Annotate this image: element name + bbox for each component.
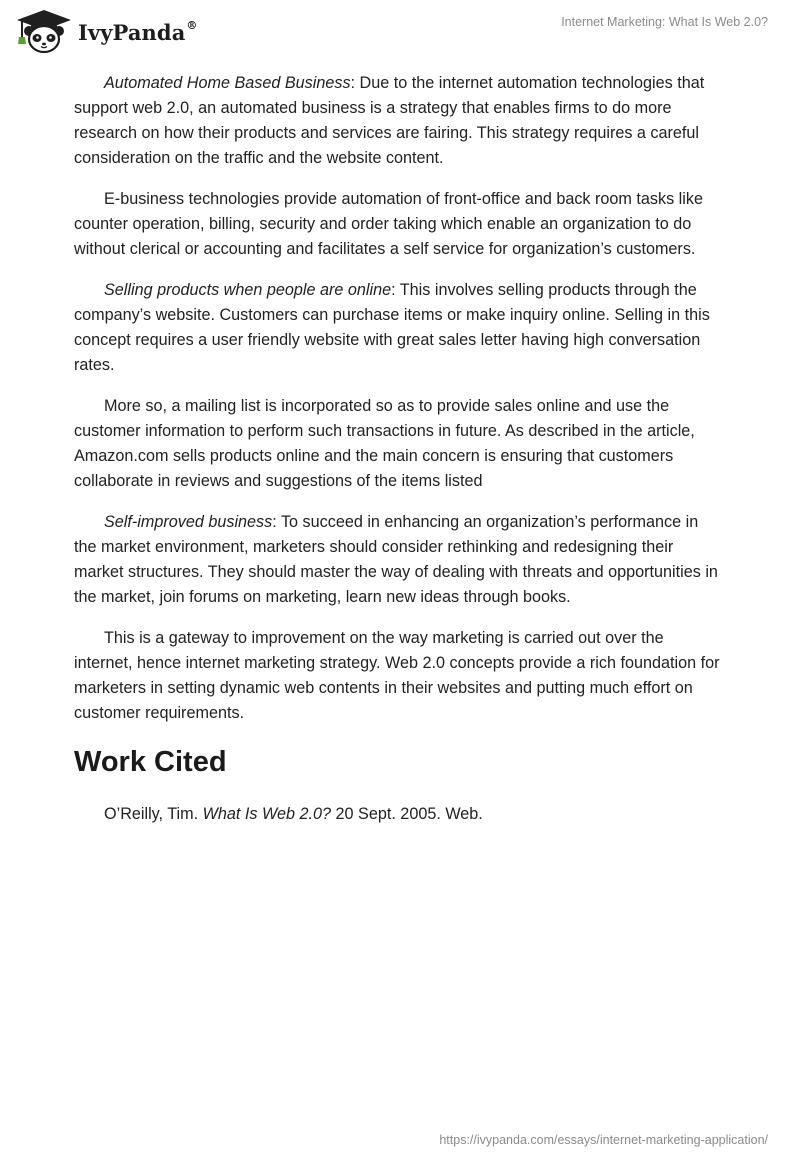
- paragraph-mailing-list: More so, a mailing list is incorporated so as to provide sales online and use the customer information to perform such transactions in future. As described in the article, Amazon.com sells products online and the main concern is ensuring that customers collaborate in reviews and suggestions of the items listed: [74, 397, 695, 490]
- brand-name: IvyPanda®: [78, 18, 198, 45]
- source-url[interactable]: https://ivypanda.com/essays/internet-marketing-application/: [439, 1133, 768, 1147]
- registered-mark: ®: [186, 18, 198, 32]
- citation-title: What Is Web 2.0?: [202, 805, 332, 823]
- term-self-improved: Self-improved business: [104, 513, 273, 531]
- term-automated-business: Automated Home Based Business: [104, 74, 351, 92]
- paragraph-selling-online: Selling products when people are online: This involves selling products through the company’s website. Customers can purchase items or make inquiry online. Selling in this concept requires a user friendly website with great sales letter having high conversation rates.: [74, 281, 710, 374]
- paragraph-self-improved: Self-improved business: To succeed in enhancing an organization’s performance in the market environment, marketers should consider rethinking and redesigning their market structures. They should master the way of dealing with threats and opportunities in the market, join forums on marketing, learn new ideas through books.: [74, 513, 718, 606]
- paragraph-e-business: E-business technologies provide automation of front-office and back room tasks like counter operation, billing, security and order taking which enable an organization to do without clerical or accounting and facilitates a self service for organization’s customers.: [74, 190, 703, 258]
- page-header: [0, 0, 800, 62]
- document-title: Internet Marketing: What Is Web 2.0?: [561, 15, 768, 29]
- term-selling-online: Selling products when people are online: [104, 281, 392, 299]
- brand-logo[interactable]: [14, 8, 198, 54]
- citation-entry: O’Reilly, Tim. What Is Web 2.0? 20 Sept. 2005. Web.: [104, 805, 483, 823]
- works-cited-heading: Work Cited: [74, 746, 227, 778]
- paragraph-conclusion: This is a gateway to improvement on the way marketing is carried out over the internet, hence internet marketing strategy. Web 2.0 concepts provide a rich foundation for marketers in setting dynamic web contents in their websites and putting much effort on customer requirements.: [74, 629, 720, 722]
- paragraph-automated-business: Automated Home Based Business: Due to the internet automation technologies that support web 2.0, an automated business is a strategy that enables firms to do more research on how their products and services are fairing. This strategy requires a careful consideration on the traffic and the website content.: [74, 74, 705, 167]
- panda-graduate-icon: [14, 8, 74, 54]
- essay-content: [74, 71, 724, 827]
